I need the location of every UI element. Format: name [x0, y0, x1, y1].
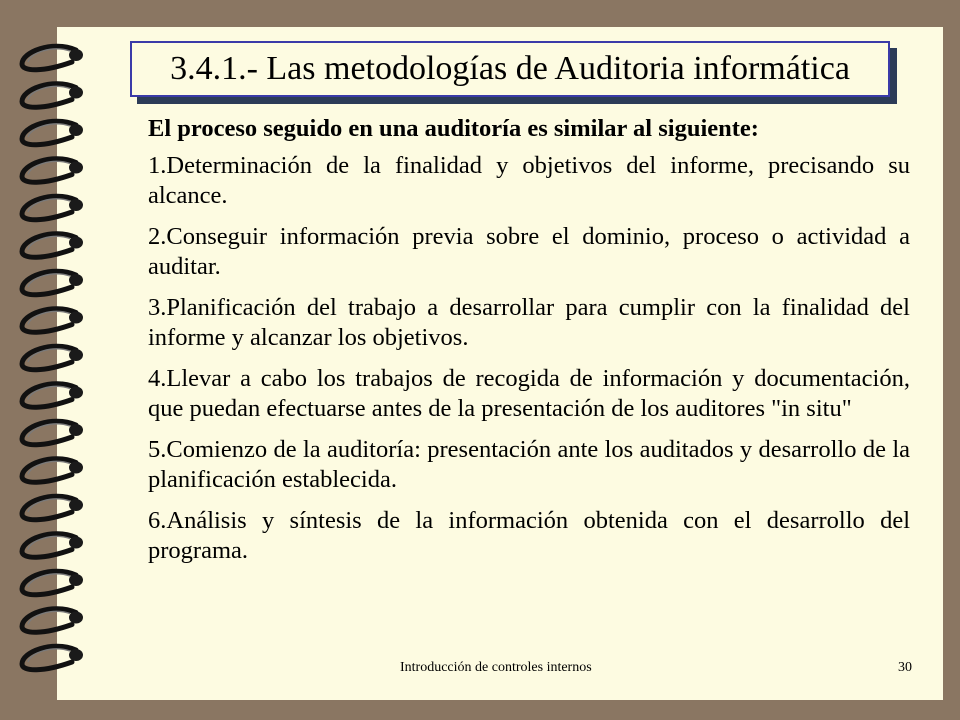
intro-text: El proceso seguido en una auditoría es similar al siguiente: [148, 115, 759, 142]
page-number: 30 [898, 660, 912, 675]
spiral-ring-icon [22, 496, 83, 519]
spiral-ring-icon [22, 571, 83, 594]
list-item: 3.Planificación del trabajo a desarrollar para cumplir con la finalidad del informe y alcanzar los objetivos. [148, 294, 910, 351]
spiral-ring-icon [22, 46, 83, 69]
title-box [130, 41, 890, 97]
spiral-ring-icon [22, 534, 83, 557]
spiral-ring-icon [22, 234, 83, 257]
spiral-ring-icon [22, 309, 83, 332]
spiral-ring-icon [22, 459, 83, 482]
spiral-ring-icon [22, 121, 83, 144]
list-item: 1.Determinación de la finalidad y objetivos del informe, precisando su alcance. [148, 152, 910, 209]
spiral-ring-icon [22, 421, 83, 444]
spiral-ring-icon [22, 646, 83, 669]
spiral-ring-icon [22, 271, 83, 294]
spiral-ring-icon [22, 384, 83, 407]
list-item: 2.Conseguir información previa sobre el dominio, proceso o actividad a auditar. [148, 223, 910, 280]
slide-content [148, 114, 910, 577]
list-item: 6.Análisis y síntesis de la información obtenida con el desarrollo del programa. [148, 507, 910, 564]
spiral-ring-icon [22, 196, 83, 219]
spiral-binding [0, 0, 120, 720]
spiral-ring-icon [22, 84, 83, 107]
spiral-ring-icon [22, 159, 83, 182]
spiral-ring-icon [22, 609, 83, 632]
slide-title: 3.4.1.- Las metodologías de Auditoria informática [170, 50, 850, 87]
footer-title: Introducción de controles internos [400, 660, 592, 675]
list-item: 4.Llevar a cabo los trabajos de recogida de información y documentación, que puedan efectuarse antes de la presentación de los auditores "in situ" [148, 365, 910, 422]
list-item: 5.Comienzo de la auditoría: presentación ante los auditados y desarrollo de la planificación establecida. [148, 436, 910, 493]
spiral-ring-icon [22, 346, 83, 369]
